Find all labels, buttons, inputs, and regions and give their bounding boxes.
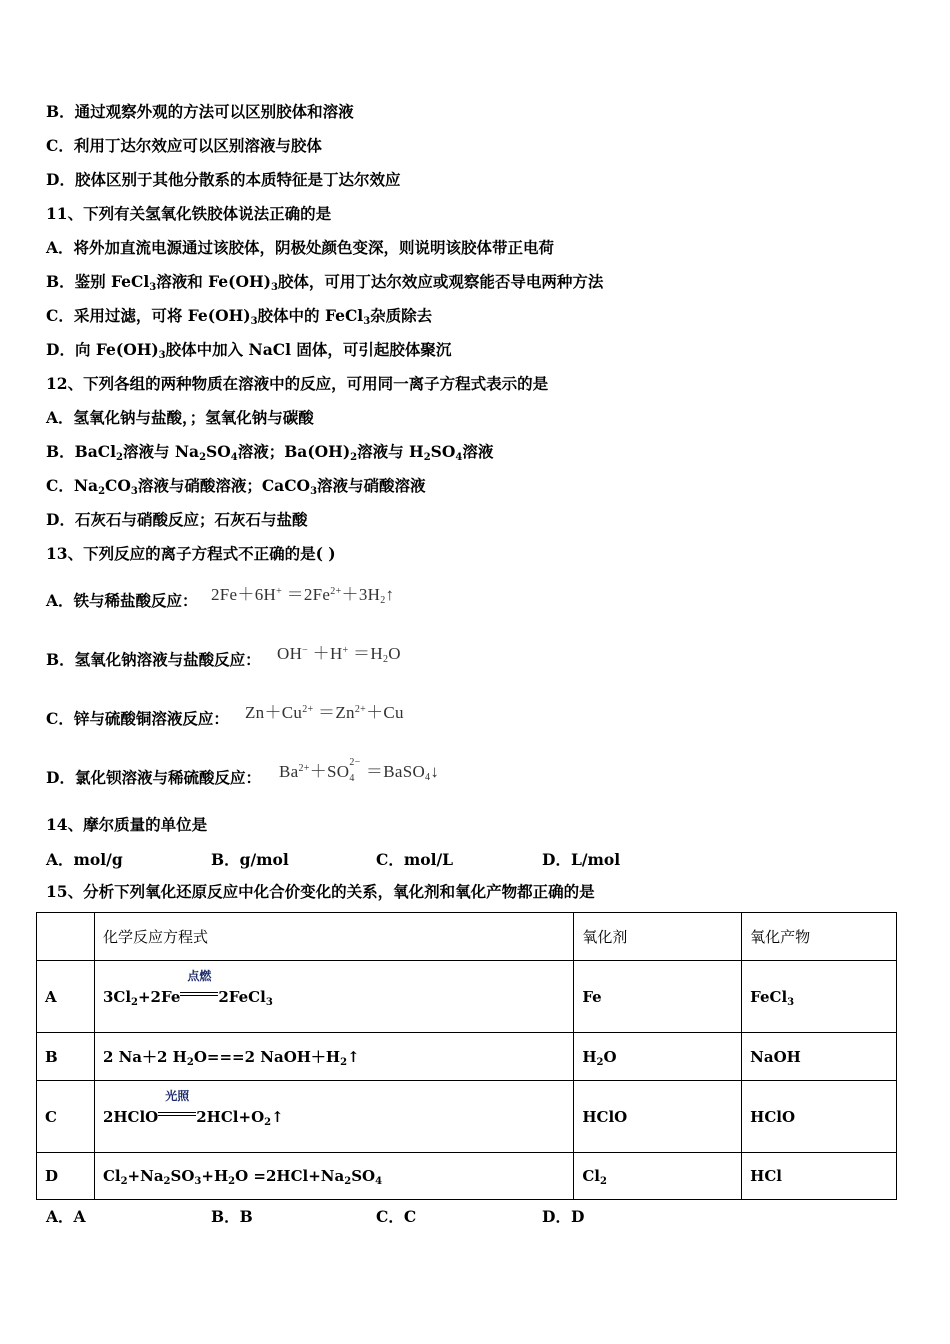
q14-option-a: A．mol/g [46, 850, 123, 869]
q15-option-d: D．D [542, 1207, 585, 1226]
table-row [37, 1081, 897, 1153]
q10-option-c: C．利用丁达尔效应可以区别溶液与胶体 [46, 136, 322, 155]
q13-stem: 13、下列反应的离子方程式不正确的是( ) [46, 544, 336, 563]
q12-stem: 12、下列各组的两种物质在溶液中的反应，可用同一离子方程式表示的是 [46, 374, 549, 393]
q14-options [46, 848, 846, 868]
table-row [37, 961, 897, 1033]
q13-option-b-label: B．氢氧化钠溶液与盐酸反应： [46, 650, 261, 669]
q13-option-d-label: D．氯化钡溶液与稀硫酸反应： [46, 768, 261, 787]
row-equation: $3Cl_2+2Fe$ 点燃 2FeCl$_3$ [94, 961, 573, 1033]
q15-option-a: A．A [46, 1207, 86, 1226]
row-oxidant: Fe [574, 961, 742, 1033]
row-label: C [37, 1081, 95, 1153]
row-equation: 2 Na＋2 $H_2O===2$ $NaOH+H_2↑$ [94, 1033, 573, 1081]
row-product: FeCl$_3$ [742, 961, 897, 1033]
header-cell-label [37, 913, 95, 961]
q11-option-c: C．采用过滤，可将 $Fe(OH)_3$胶体中的 FeCl$_3$杂质除去 [46, 306, 433, 327]
row-oxidant: $Cl_2$ [574, 1153, 742, 1200]
q11-stem: 11、下列有关氢氧化铁胶体说法正确的是 [46, 204, 332, 223]
q13-option-a-formula: $2Fe+6H^+ =2Fe^{2+}+3H_2↑$ [211, 585, 395, 606]
row-equation: $Cl_2+Na_2SO_3+H_2O =2HCl+Na_2SO_4$ [94, 1153, 573, 1200]
table-row [37, 1033, 897, 1081]
q15-table [36, 912, 897, 1200]
q13-option-b-formula: $OH^- +H^+ =H_2O$ [277, 644, 401, 665]
q13-option-c-formula: $Zn+Cu^{2+} =Zn^{2+}+Cu$ [245, 703, 404, 722]
q12-option-d: D．石灰石与硝酸反应；石灰石与盐酸 [46, 510, 308, 529]
q12-option-a: A．氢氧化钠与盐酸，；氢氧化钠与碳酸 [46, 408, 314, 427]
row-label: A [37, 961, 95, 1033]
q14-option-d: D．L/mol [542, 850, 621, 869]
q13-option-a-label: A．铁与稀盐酸反应： [46, 591, 198, 610]
q12-option-c: C．$Na_2CO_3$溶液与硝酸溶液；CaCO$_3$溶液与硝酸溶液 [46, 476, 426, 497]
row-label: B [37, 1033, 95, 1081]
row-oxidant: $H_2O$ [574, 1033, 742, 1081]
row-oxidant: HClO [574, 1081, 742, 1153]
reaction-condition: 点燃 [180, 988, 218, 1006]
q15-options [46, 1205, 846, 1225]
q14-stem: 14、摩尔质量的单位是 [46, 815, 208, 834]
row-product: HCl [742, 1153, 897, 1200]
q11-option-a: A．将外加直流电源通过该胶体，阴极处颜色变深，则说明该胶体带正电荷 [46, 238, 555, 257]
q14-option-c: C．mol/L [376, 850, 454, 869]
q11-option-d: D．向 $Fe(OH)_3$胶体中加入 NaCl 固体，可引起胶体聚沉 [46, 340, 452, 361]
q10-option-b: B．通过观察外观的方法可以区别胶体和溶液 [46, 102, 354, 121]
row-product: HClO [742, 1081, 897, 1153]
q11-option-b: B．鉴别 FeCl$_3$溶液和 $Fe(OH)_3$胶体，可用丁达尔效应或观察能否导电两种方法 [46, 272, 604, 293]
row-product: NaOH [742, 1033, 897, 1081]
q13-option-c-label: C．锌与硫酸铜溶液反应： [46, 709, 229, 728]
row-label: D [37, 1153, 95, 1200]
table-header-row [37, 913, 897, 961]
q15-stem: 15、分析下列氧化还原反应中化合价变化的关系，氧化剂和氧化产物都正确的是 [46, 882, 595, 901]
q12-option-b: B．BaCl$_2$溶液与 $Na_2SO_4$溶液；$Ba(OH)_2$溶液与 $H_2SO_4$溶液 [46, 442, 494, 463]
header-cell-product: 氧化产物 [742, 913, 897, 961]
q10-option-d: D．胶体区别于其他分散系的本质特征是丁达尔效应 [46, 170, 401, 189]
reaction-condition: 光照 [158, 1108, 196, 1126]
header-cell-oxidant: 氧化剂 [574, 913, 742, 961]
row-equation: 2HClO 光照 $2HCl+O_2↑$ [94, 1081, 573, 1153]
q15-option-c: C．C [376, 1207, 417, 1226]
header-cell-equation: 化学反应方程式 [94, 913, 573, 961]
table-row [37, 1153, 897, 1200]
q15-option-b: B．B [211, 1207, 253, 1226]
q13-option-d-formula: $Ba^{2+}+SO$ 2− 4 ＝BaSO$_4$↓ [279, 757, 440, 784]
q14-option-b: B．g/mol [211, 850, 289, 869]
